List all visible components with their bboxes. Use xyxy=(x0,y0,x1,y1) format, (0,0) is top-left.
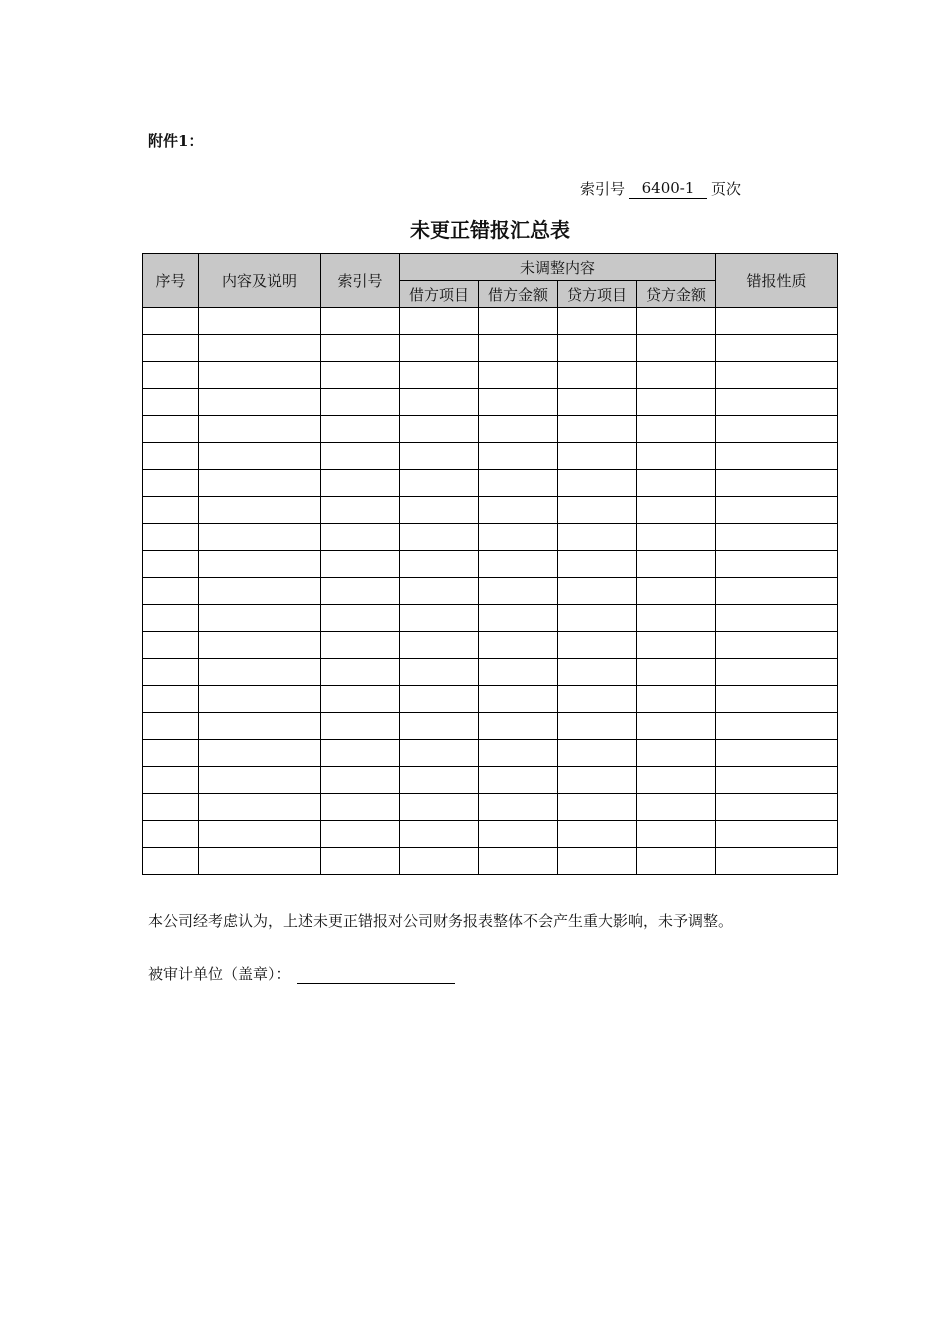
table-cell[interactable] xyxy=(637,794,716,821)
table-cell[interactable] xyxy=(143,578,199,605)
table-row xyxy=(143,524,838,551)
table-cell[interactable] xyxy=(143,308,199,335)
table-cell[interactable] xyxy=(716,605,838,632)
table-cell[interactable] xyxy=(479,308,558,335)
header-index: 索引号 xyxy=(321,254,400,308)
table-cell[interactable] xyxy=(637,551,716,578)
table-cell[interactable] xyxy=(199,524,321,551)
index-line xyxy=(580,178,741,199)
table-cell[interactable] xyxy=(400,497,479,524)
statement-text: 本公司经考虑认为，上述未更正错报对公司财务报表整体不会产生重大影响，未予调整。 xyxy=(148,912,734,930)
table-cell[interactable] xyxy=(558,497,637,524)
table-cell[interactable] xyxy=(637,713,716,740)
table-cell[interactable] xyxy=(637,470,716,497)
table-row xyxy=(143,470,838,497)
table-cell[interactable] xyxy=(199,713,321,740)
table-cell[interactable] xyxy=(716,551,838,578)
table-row xyxy=(143,389,838,416)
table-cell[interactable] xyxy=(558,416,637,443)
table-cell[interactable] xyxy=(479,794,558,821)
table-cell[interactable] xyxy=(637,362,716,389)
table-cell[interactable] xyxy=(400,605,479,632)
table-cell[interactable] xyxy=(716,470,838,497)
table-cell[interactable] xyxy=(637,659,716,686)
table-cell[interactable] xyxy=(199,470,321,497)
table-cell[interactable] xyxy=(637,686,716,713)
table-cell[interactable] xyxy=(716,794,838,821)
signature-line xyxy=(148,963,455,984)
page-label: 页次 xyxy=(711,180,742,198)
table-cell[interactable] xyxy=(143,470,199,497)
table-cell[interactable] xyxy=(558,659,637,686)
table-cell[interactable] xyxy=(558,551,637,578)
table-row xyxy=(143,578,838,605)
table-cell[interactable] xyxy=(321,524,400,551)
table-cell[interactable] xyxy=(400,740,479,767)
header-unadjusted-group: 未调整内容 xyxy=(400,254,716,281)
table-cell[interactable] xyxy=(321,848,400,875)
table-cell[interactable] xyxy=(637,335,716,362)
table-cell[interactable] xyxy=(637,605,716,632)
table-cell[interactable] xyxy=(558,767,637,794)
table-cell[interactable] xyxy=(400,794,479,821)
table-cell[interactable] xyxy=(400,308,479,335)
table-cell[interactable] xyxy=(321,740,400,767)
table-cell[interactable] xyxy=(637,443,716,470)
table-cell[interactable] xyxy=(479,632,558,659)
table-cell[interactable] xyxy=(716,821,838,848)
table-cell[interactable] xyxy=(143,335,199,362)
table-cell[interactable] xyxy=(143,551,199,578)
table-cell[interactable] xyxy=(199,416,321,443)
table-cell[interactable] xyxy=(558,632,637,659)
table-cell[interactable] xyxy=(400,821,479,848)
table-row xyxy=(143,632,838,659)
table-cell[interactable] xyxy=(321,605,400,632)
table-cell[interactable] xyxy=(479,767,558,794)
table-cell[interactable] xyxy=(479,389,558,416)
table-cell[interactable] xyxy=(321,713,400,740)
table-cell[interactable] xyxy=(637,497,716,524)
table-cell[interactable] xyxy=(479,335,558,362)
table-cell[interactable] xyxy=(716,578,838,605)
table-row xyxy=(143,659,838,686)
table-cell[interactable] xyxy=(143,794,199,821)
page-title: 未更正错报汇总表 xyxy=(410,218,570,242)
table-cell[interactable] xyxy=(479,713,558,740)
table-cell[interactable] xyxy=(400,713,479,740)
table-cell[interactable] xyxy=(637,389,716,416)
table-cell[interactable] xyxy=(143,713,199,740)
table-cell[interactable] xyxy=(716,497,838,524)
table-row xyxy=(143,605,838,632)
table-cell[interactable] xyxy=(143,416,199,443)
table-cell[interactable] xyxy=(400,443,479,470)
table-cell[interactable] xyxy=(558,524,637,551)
table-cell[interactable] xyxy=(143,632,199,659)
table-cell[interactable] xyxy=(479,524,558,551)
header-seq: 序号 xyxy=(143,254,199,308)
table-cell[interactable] xyxy=(479,470,558,497)
table-cell[interactable] xyxy=(716,416,838,443)
table-cell[interactable] xyxy=(199,740,321,767)
table-cell[interactable] xyxy=(143,524,199,551)
table-cell[interactable] xyxy=(479,605,558,632)
table-row xyxy=(143,497,838,524)
index-label: 索引号 xyxy=(580,180,626,198)
table-cell[interactable] xyxy=(716,389,838,416)
table-cell[interactable] xyxy=(716,659,838,686)
table-cell[interactable] xyxy=(479,443,558,470)
table-cell[interactable] xyxy=(637,848,716,875)
table-cell[interactable] xyxy=(479,740,558,767)
table-cell[interactable] xyxy=(716,308,838,335)
table-cell[interactable] xyxy=(400,389,479,416)
table-cell[interactable] xyxy=(716,740,838,767)
table-cell[interactable] xyxy=(637,308,716,335)
table-row xyxy=(143,794,838,821)
table-row xyxy=(143,551,838,578)
table-cell[interactable] xyxy=(716,632,838,659)
table-cell[interactable] xyxy=(321,578,400,605)
table-cell[interactable] xyxy=(199,605,321,632)
table-cell[interactable] xyxy=(400,659,479,686)
table-cell[interactable] xyxy=(199,767,321,794)
table-cell[interactable] xyxy=(558,578,637,605)
table-cell[interactable] xyxy=(637,740,716,767)
header-credit-item: 贷方项目 xyxy=(558,281,637,308)
table-cell[interactable] xyxy=(558,713,637,740)
table-cell[interactable] xyxy=(479,551,558,578)
table-cell[interactable] xyxy=(716,848,838,875)
table-cell[interactable] xyxy=(400,686,479,713)
table-cell[interactable] xyxy=(637,578,716,605)
table-cell[interactable] xyxy=(143,497,199,524)
table-cell[interactable] xyxy=(321,362,400,389)
table-cell[interactable] xyxy=(199,659,321,686)
table-cell[interactable] xyxy=(321,443,400,470)
table-cell[interactable] xyxy=(143,821,199,848)
table-row xyxy=(143,308,838,335)
table-cell[interactable] xyxy=(199,821,321,848)
table-cell[interactable] xyxy=(558,605,637,632)
table-row xyxy=(143,416,838,443)
table-cell[interactable] xyxy=(321,497,400,524)
table-cell[interactable] xyxy=(199,551,321,578)
table-cell[interactable] xyxy=(558,686,637,713)
table-cell[interactable] xyxy=(637,821,716,848)
table-cell[interactable] xyxy=(637,632,716,659)
table-cell[interactable] xyxy=(143,686,199,713)
table-cell[interactable] xyxy=(558,794,637,821)
table-cell[interactable] xyxy=(400,767,479,794)
table-cell[interactable] xyxy=(558,848,637,875)
table-row xyxy=(143,821,838,848)
misstatement-summary-table xyxy=(142,253,838,875)
table-cell[interactable] xyxy=(637,416,716,443)
table-cell[interactable] xyxy=(321,308,400,335)
table-cell[interactable] xyxy=(199,794,321,821)
table-cell[interactable] xyxy=(558,362,637,389)
table-cell[interactable] xyxy=(321,416,400,443)
table-cell[interactable] xyxy=(400,848,479,875)
table-cell[interactable] xyxy=(321,551,400,578)
table-row xyxy=(143,362,838,389)
attachment-label: 附件1： xyxy=(148,132,204,150)
table-cell[interactable] xyxy=(716,686,838,713)
table-cell[interactable] xyxy=(199,308,321,335)
table-cell[interactable] xyxy=(199,335,321,362)
table-cell[interactable] xyxy=(321,389,400,416)
table-cell[interactable] xyxy=(716,524,838,551)
table-cell[interactable] xyxy=(716,713,838,740)
table-cell[interactable] xyxy=(479,497,558,524)
table-cell[interactable] xyxy=(400,416,479,443)
table-cell[interactable] xyxy=(716,335,838,362)
table-cell[interactable] xyxy=(637,767,716,794)
table-cell[interactable] xyxy=(321,767,400,794)
table-cell[interactable] xyxy=(558,443,637,470)
table-cell[interactable] xyxy=(143,443,199,470)
table-cell[interactable] xyxy=(321,794,400,821)
table-cell[interactable] xyxy=(716,362,838,389)
table-cell[interactable] xyxy=(199,443,321,470)
signature-field[interactable] xyxy=(297,963,455,984)
table-cell[interactable] xyxy=(321,335,400,362)
header-nature: 错报性质 xyxy=(716,254,838,308)
table-row xyxy=(143,740,838,767)
table-cell[interactable] xyxy=(143,659,199,686)
table-cell[interactable] xyxy=(199,632,321,659)
table-cell[interactable] xyxy=(400,470,479,497)
table-cell[interactable] xyxy=(400,335,479,362)
table-row xyxy=(143,443,838,470)
table-row xyxy=(143,335,838,362)
table-cell[interactable] xyxy=(321,821,400,848)
table-cell[interactable] xyxy=(321,470,400,497)
table-row xyxy=(143,686,838,713)
table-cell[interactable] xyxy=(479,362,558,389)
signature-label: 被审计单位（盖章）： xyxy=(148,965,291,983)
table-cell[interactable] xyxy=(637,524,716,551)
table-cell[interactable] xyxy=(716,767,838,794)
table-cell[interactable] xyxy=(558,335,637,362)
table-cell[interactable] xyxy=(199,362,321,389)
table-cell[interactable] xyxy=(400,632,479,659)
table-cell[interactable] xyxy=(479,578,558,605)
table-cell[interactable] xyxy=(143,740,199,767)
header-content: 内容及说明 xyxy=(199,254,321,308)
table-row xyxy=(143,767,838,794)
table-cell[interactable] xyxy=(479,659,558,686)
header-credit-amount: 贷方金额 xyxy=(637,281,716,308)
table-cell[interactable] xyxy=(143,389,199,416)
table-cell[interactable] xyxy=(143,767,199,794)
table-cell[interactable] xyxy=(199,389,321,416)
table-cell[interactable] xyxy=(143,362,199,389)
table-cell[interactable] xyxy=(479,848,558,875)
table-cell[interactable] xyxy=(479,821,558,848)
table-cell[interactable] xyxy=(400,578,479,605)
table-cell[interactable] xyxy=(400,551,479,578)
table-cell[interactable] xyxy=(558,740,637,767)
table-cell[interactable] xyxy=(716,443,838,470)
table-cell[interactable] xyxy=(400,524,479,551)
table-cell[interactable] xyxy=(400,362,479,389)
table-cell[interactable] xyxy=(199,497,321,524)
table-cell[interactable] xyxy=(199,848,321,875)
table-body xyxy=(143,308,838,875)
table-cell[interactable] xyxy=(199,578,321,605)
index-value: 6400-1 xyxy=(629,178,707,199)
header-debit-item: 借方项目 xyxy=(400,281,479,308)
table-cell[interactable] xyxy=(321,659,400,686)
header-debit-amount: 借方金额 xyxy=(479,281,558,308)
table-cell[interactable] xyxy=(479,416,558,443)
table-cell[interactable] xyxy=(143,848,199,875)
table-cell[interactable] xyxy=(321,686,400,713)
table-row xyxy=(143,713,838,740)
table-row xyxy=(143,848,838,875)
table-cell[interactable] xyxy=(558,470,637,497)
table-cell[interactable] xyxy=(558,389,637,416)
table-cell[interactable] xyxy=(558,308,637,335)
table-cell[interactable] xyxy=(143,605,199,632)
table-cell[interactable] xyxy=(321,632,400,659)
table-cell[interactable] xyxy=(558,821,637,848)
table-cell[interactable] xyxy=(199,686,321,713)
table-cell[interactable] xyxy=(479,686,558,713)
